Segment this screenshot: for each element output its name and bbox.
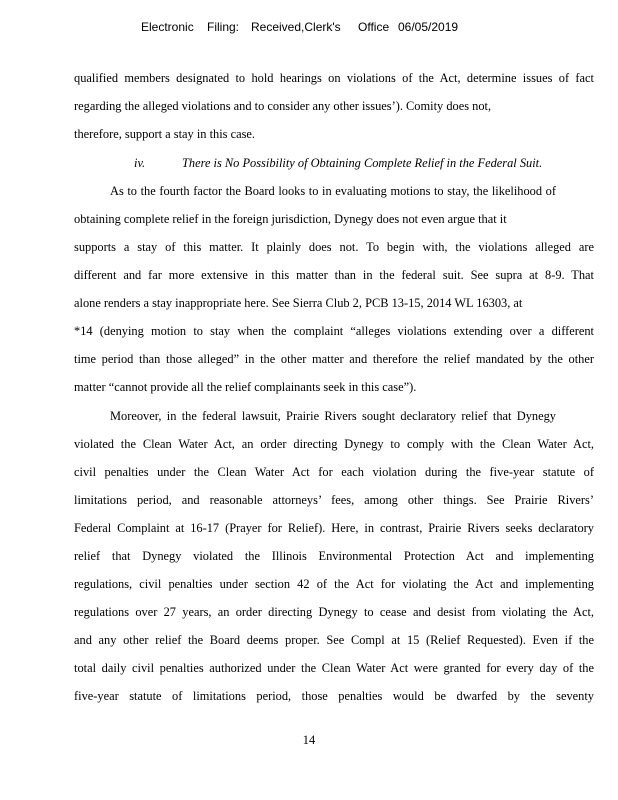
section-heading-text: There is No Possibility of Obtaining Complete Relief in the Federal Suit. [182,156,543,170]
body-line: time period than those alleged” in the other matter and therefore the relief mandated by the other [74,352,594,366]
header-electronic: Electronic [141,20,194,34]
body-line: *14 (denying motion to stay when the complaint “alleges violations extending over a different [74,324,594,338]
body-line: qualified members designated to hold hearings on violations of the Act, determine issues of fact [74,71,594,85]
body-line: limitations period, and reasonable attorneys’ fees, among other things. See Prairie Rivers’ [74,493,594,507]
body-line: regulations over 27 years, an order directing Dynegy to cease and desist from violating the Act, [74,605,594,619]
body-line: different and far more extensive in this matter than in the federal suit. See supra at 8-9. That [74,268,594,282]
body-line: relief that Dynegy violated the Illinois Environmental Protection Act and implementing [74,549,594,563]
body-line: therefore, support a stay in this case. [74,127,255,141]
body-line: total daily civil penalties authorized under the Clean Water Act were granted for every day of the [74,661,594,675]
header-date: 06/05/2019 [398,20,459,34]
page-number: 14 [302,733,316,747]
body-line: matter “cannot provide all the relief complainants seek in this case”). [74,380,417,394]
body-line: Moreover, in the federal lawsuit, Prairie Rivers sought declaratory relief that Dynegy [110,409,556,423]
body-line: regarding the alleged violations and to consider any other issues’). Comity does not, [74,99,492,113]
body-line: supports a stay of this matter. It plainly does not. To begin with, the violations alleged are [74,240,594,254]
body-line: and any other relief the Board deems proper. See Compl at 15 (Relief Requested). Even if the [74,633,594,647]
body-line: regulations, civil penalties under section 42 of the Act for violating the Act and implementing [74,577,594,591]
body-line: violated the Clean Water Act, an order directing Dynegy to comply with the Clean Water Act, [74,437,594,451]
body-line: obtaining complete relief in the foreign jurisdiction, Dynegy does not even argue that it [74,212,507,226]
section-heading-number: iv. [134,156,146,170]
header-filing: Filing: [207,20,240,34]
header-received: Received,Clerk's [251,20,341,34]
body-line: As to the fourth factor the Board looks to in evaluating motions to stay, the likelihood of [110,184,556,198]
body-line: civil penalties under the Clean Water Act for each violation during the five-year statute of [74,465,594,479]
body-line: five-year statute of limitations period, those penalties would be dwarfed by the seventy [74,689,594,703]
body-line: alone renders a stay inappropriate here. See Sierra Club 2, PCB 13-15, 2014 WL 16303, at [74,296,523,310]
header-office: Office [358,20,390,34]
body-line: Federal Complaint at 16-17 (Prayer for Relief). Here, in contrast, Prairie Rivers seeks declaratory [74,521,594,535]
